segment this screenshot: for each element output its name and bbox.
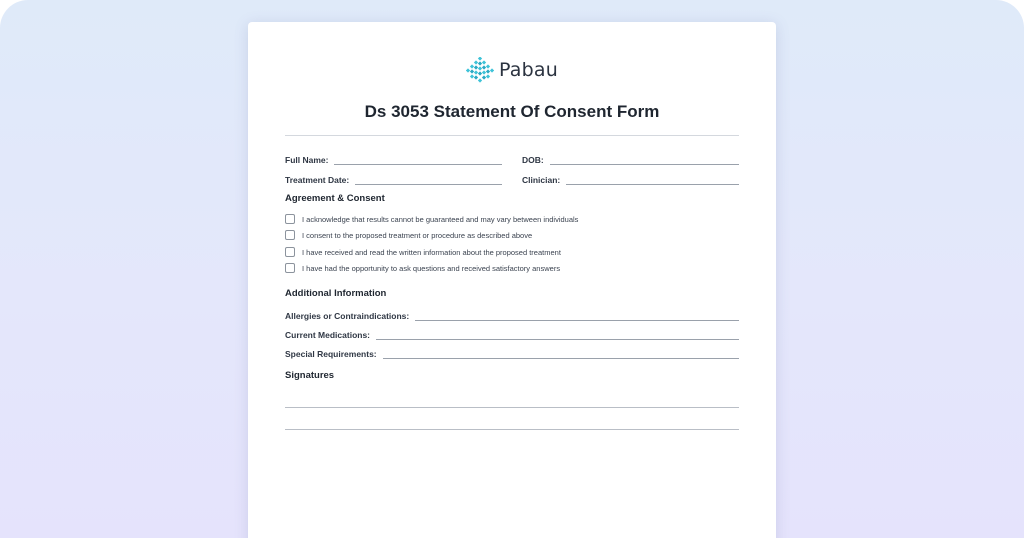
medications-line[interactable] bbox=[376, 330, 739, 340]
consent-checkbox-label: I consent to the proposed treatment or procedure as described above bbox=[302, 230, 533, 240]
treatment-date-label: Treatment Date: bbox=[285, 175, 350, 185]
clinician-field[interactable] bbox=[522, 171, 739, 185]
brand-name: Pabau bbox=[499, 59, 558, 81]
title-divider bbox=[285, 135, 739, 136]
consent-checkbox[interactable] bbox=[285, 247, 295, 257]
dob-label: DOB: bbox=[522, 155, 544, 165]
diamond-grid-logo-icon bbox=[466, 57, 494, 83]
brand-logo bbox=[248, 57, 776, 83]
full-name-field[interactable] bbox=[285, 151, 502, 165]
consent-checkbox[interactable] bbox=[285, 214, 295, 224]
signature-line[interactable] bbox=[285, 407, 739, 408]
signature-line[interactable] bbox=[285, 429, 739, 430]
additional-info-heading: Additional Information bbox=[285, 288, 387, 299]
special-requirements-label: Special Requirements: bbox=[285, 349, 377, 359]
medications-label: Current Medications: bbox=[285, 330, 371, 340]
consent-checkbox-row[interactable] bbox=[285, 213, 578, 225]
signatures-heading: Signatures bbox=[285, 370, 335, 381]
special-requirements-line[interactable] bbox=[383, 349, 739, 359]
allergies-label: Allergies or Contraindications: bbox=[285, 311, 410, 321]
consent-checkbox-label: I have had the opportunity to ask questions and received satisfactory answers bbox=[302, 263, 561, 273]
clinician-label: Clinician: bbox=[522, 175, 561, 185]
dob-line[interactable] bbox=[550, 155, 739, 165]
consent-checkbox-row[interactable] bbox=[285, 262, 560, 274]
consent-checkbox[interactable] bbox=[285, 263, 295, 273]
special-requirements-field[interactable] bbox=[285, 345, 739, 359]
consent-checkbox[interactable] bbox=[285, 230, 295, 240]
form-title: Ds 3053 Statement Of Consent Form bbox=[364, 102, 660, 121]
consent-checkbox-label: I acknowledge that results cannot be guaranteed and may vary between individuals bbox=[302, 214, 579, 224]
consent-checkbox-row[interactable] bbox=[285, 229, 532, 241]
agreement-heading: Agreement & Consent bbox=[285, 193, 385, 204]
treatment-date-line[interactable] bbox=[355, 175, 502, 185]
consent-form-document bbox=[248, 22, 776, 538]
clinician-line[interactable] bbox=[566, 175, 739, 185]
treatment-date-field[interactable] bbox=[285, 171, 502, 185]
full-name-line[interactable] bbox=[334, 155, 502, 165]
allergies-line[interactable] bbox=[415, 311, 739, 321]
consent-checkbox-label: I have received and read the written information about the proposed treatment bbox=[302, 247, 561, 257]
full-name-label: Full Name: bbox=[285, 155, 329, 165]
medications-field[interactable] bbox=[285, 326, 739, 340]
allergies-field[interactable] bbox=[285, 307, 739, 321]
consent-checkbox-row[interactable] bbox=[285, 246, 561, 258]
dob-field[interactable] bbox=[522, 151, 739, 165]
